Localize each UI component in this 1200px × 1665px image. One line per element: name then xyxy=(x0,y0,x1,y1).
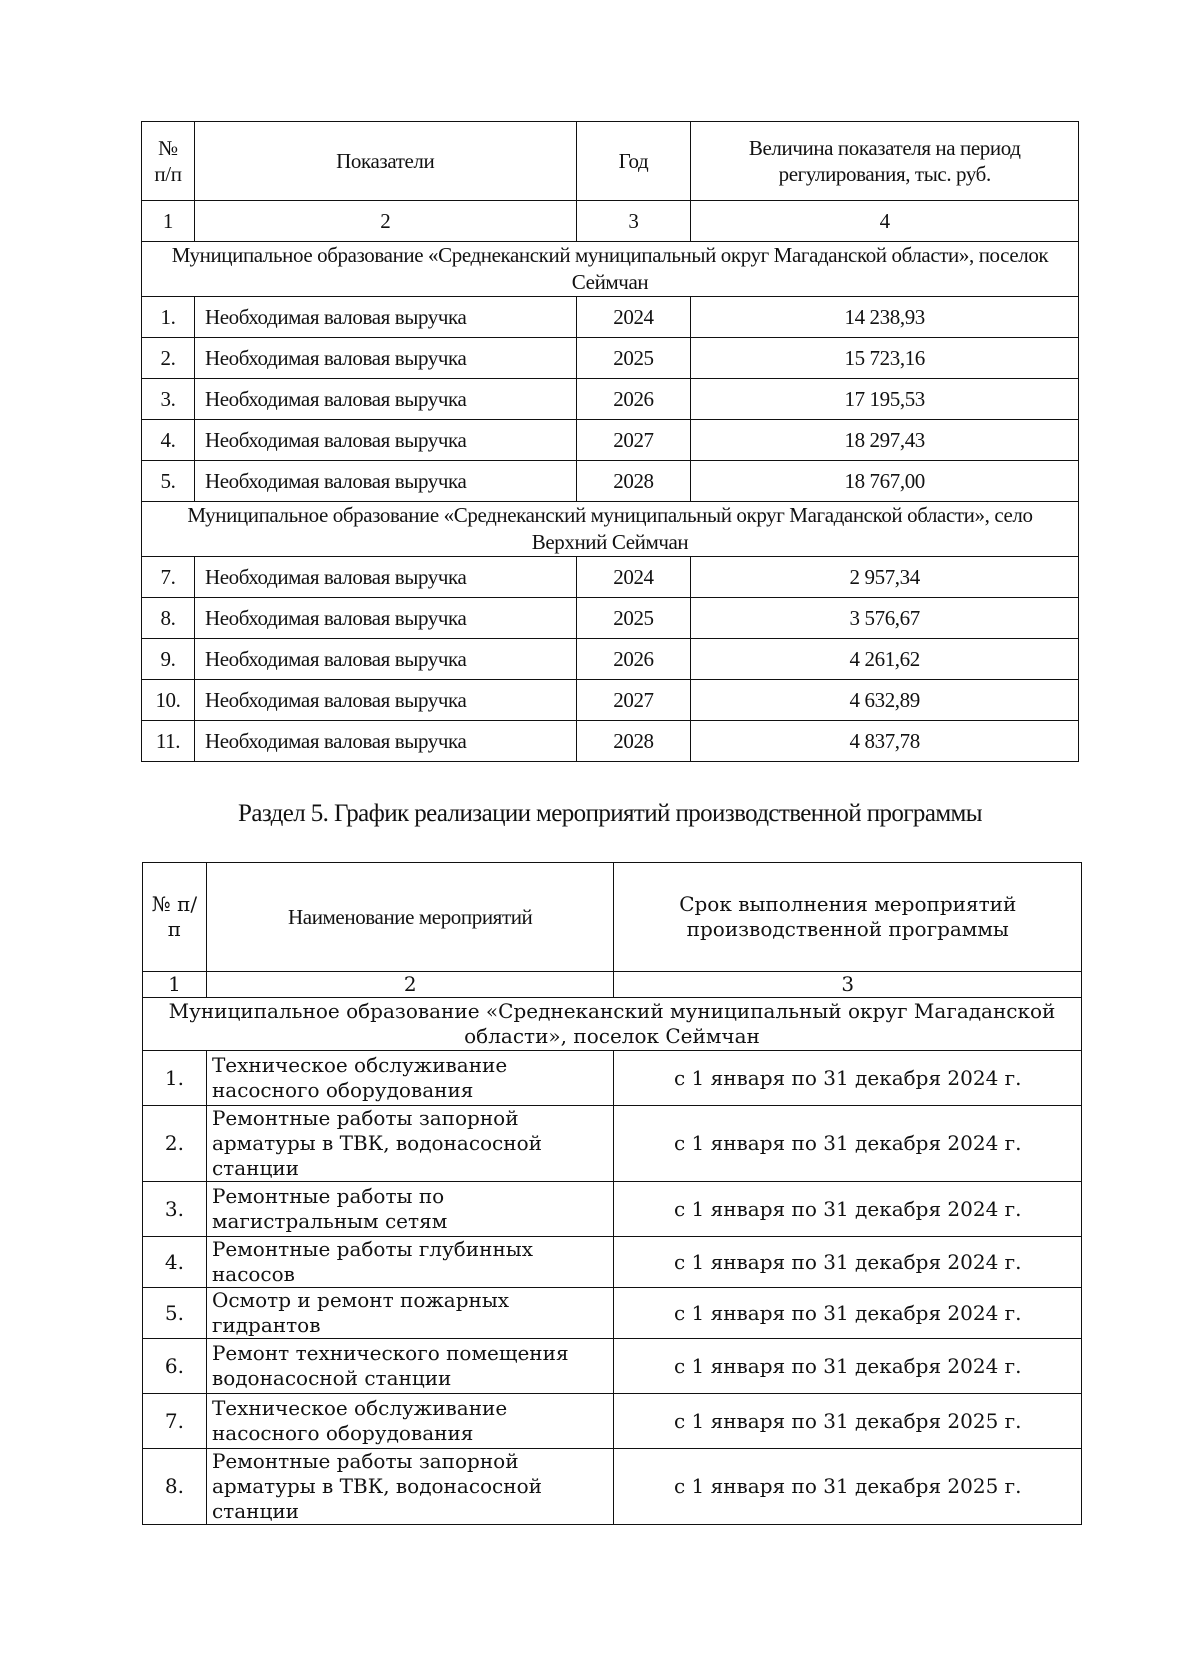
row-year: 2028 xyxy=(576,721,691,762)
row-activity: Ремонтные работы запорной арматуры в ТВК, водонасосной станции xyxy=(206,1106,614,1182)
group-title: Муниципальное образование «Среднеканский муниципальный округ Магаданской области», поселок Сеймчан xyxy=(143,998,1082,1051)
row-value: 4 632,89 xyxy=(691,680,1079,721)
table-row xyxy=(142,721,1079,762)
row-indicator: Необходимая валовая выручка xyxy=(194,297,576,338)
table-row xyxy=(143,1339,1082,1394)
table-row xyxy=(143,1288,1082,1339)
header-year: Год xyxy=(576,122,691,201)
row-activity: Ремонтные работы по магистральным сетям xyxy=(206,1182,614,1237)
table-row xyxy=(142,639,1079,680)
row-activity: Техническое обслуживание насосного оборудования xyxy=(206,1394,614,1449)
row-deadline: с 1 января по 31 декабря 2024 г. xyxy=(614,1237,1082,1288)
row-activity: Осмотр и ремонт пожарных гидрантов xyxy=(206,1288,614,1339)
col-number: 3 xyxy=(576,201,691,242)
row-year: 2028 xyxy=(576,461,691,502)
group-row xyxy=(142,502,1079,557)
row-year: 2024 xyxy=(576,297,691,338)
row-indicator: Необходимая валовая выручка xyxy=(194,557,576,598)
table-row xyxy=(142,557,1079,598)
header-indicator: Показатели xyxy=(194,122,576,201)
row-deadline: с 1 января по 31 декабря 2024 г. xyxy=(614,1051,1082,1106)
row-num: 11. xyxy=(142,721,195,762)
row-num: 1. xyxy=(143,1051,207,1106)
table-row xyxy=(143,1182,1082,1237)
row-deadline: с 1 января по 31 декабря 2025 г. xyxy=(614,1449,1082,1525)
row-year: 2026 xyxy=(576,639,691,680)
row-num: 8. xyxy=(142,598,195,639)
header-num: № п/п xyxy=(142,122,195,201)
header-value: Величина показателя на период регулирования, тыс. руб. xyxy=(691,122,1079,201)
table-header-row xyxy=(142,122,1079,201)
row-num: 5. xyxy=(143,1288,207,1339)
group-title: Муниципальное образование «Среднеканский муниципальный округ Магаданской области», поселок Сеймчан xyxy=(142,242,1079,297)
row-indicator: Необходимая валовая выручка xyxy=(194,420,576,461)
row-num: 6. xyxy=(143,1339,207,1394)
row-num: 3. xyxy=(143,1182,207,1237)
row-num: 7. xyxy=(143,1394,207,1449)
group-row xyxy=(142,242,1079,297)
row-num: 4. xyxy=(143,1237,207,1288)
col-number: 2 xyxy=(206,972,614,998)
header-num: № п/п xyxy=(143,863,207,972)
row-deadline: с 1 января по 31 декабря 2025 г. xyxy=(614,1394,1082,1449)
row-activity: Техническое обслуживание насосного оборудования xyxy=(206,1051,614,1106)
row-indicator: Необходимая валовая выручка xyxy=(194,680,576,721)
row-num: 2. xyxy=(142,338,195,379)
col-number: 1 xyxy=(142,201,195,242)
row-value: 2 957,34 xyxy=(691,557,1079,598)
row-value: 4 837,78 xyxy=(691,721,1079,762)
header-deadline: Срок выполнения мероприятий производственной программы xyxy=(614,863,1082,972)
header-activity: Наименование мероприятий xyxy=(206,863,614,972)
row-num: 2. xyxy=(143,1106,207,1182)
table-row xyxy=(142,598,1079,639)
table-row xyxy=(143,1106,1082,1182)
row-activity: Ремонт технического помещения водонасосной станции xyxy=(206,1339,614,1394)
row-deadline: с 1 января по 31 декабря 2024 г. xyxy=(614,1288,1082,1339)
table-row xyxy=(142,379,1079,420)
row-year: 2025 xyxy=(576,338,691,379)
col-number: 3 xyxy=(614,972,1082,998)
indicators-table xyxy=(141,121,1079,762)
table-row xyxy=(142,420,1079,461)
col-number: 2 xyxy=(194,201,576,242)
col-number: 4 xyxy=(691,201,1079,242)
col-number: 1 xyxy=(143,972,207,998)
group-title: Муниципальное образование «Среднеканский муниципальный округ Магаданской области», село Верхний Сеймчан xyxy=(142,502,1079,557)
table-row xyxy=(143,1394,1082,1449)
row-num: 7. xyxy=(142,557,195,598)
row-year: 2025 xyxy=(576,598,691,639)
row-year: 2027 xyxy=(576,420,691,461)
row-value: 15 723,16 xyxy=(691,338,1079,379)
row-value: 14 238,93 xyxy=(691,297,1079,338)
row-num: 9. xyxy=(142,639,195,680)
table-row xyxy=(142,297,1079,338)
table-header-row xyxy=(143,863,1082,972)
table-row xyxy=(143,1237,1082,1288)
row-activity: Ремонтные работы глубинных насосов xyxy=(206,1237,614,1288)
row-deadline: с 1 января по 31 декабря 2024 г. xyxy=(614,1339,1082,1394)
group-row xyxy=(143,998,1082,1051)
column-number-row xyxy=(142,201,1079,242)
row-year: 2026 xyxy=(576,379,691,420)
row-num: 3. xyxy=(142,379,195,420)
row-value: 18 297,43 xyxy=(691,420,1079,461)
row-indicator: Необходимая валовая выручка xyxy=(194,721,576,762)
row-indicator: Необходимая валовая выручка xyxy=(194,338,576,379)
row-activity: Ремонтные работы запорной арматуры в ТВК, водонасосной станции xyxy=(206,1449,614,1525)
row-year: 2027 xyxy=(576,680,691,721)
row-deadline: с 1 января по 31 декабря 2024 г. xyxy=(614,1182,1082,1237)
row-value: 17 195,53 xyxy=(691,379,1079,420)
row-num: 8. xyxy=(143,1449,207,1525)
row-value: 18 767,00 xyxy=(691,461,1079,502)
section-title: Раздел 5. График реализации мероприятий производственной программы xyxy=(238,800,982,827)
table-row xyxy=(142,338,1079,379)
row-indicator: Необходимая валовая выручка xyxy=(194,461,576,502)
row-num: 5. xyxy=(142,461,195,502)
column-number-row xyxy=(143,972,1082,998)
schedule-table xyxy=(142,862,1082,1525)
row-num: 1. xyxy=(142,297,195,338)
row-indicator: Необходимая валовая выручка xyxy=(194,639,576,680)
row-value: 4 261,62 xyxy=(691,639,1079,680)
table-row xyxy=(143,1051,1082,1106)
row-value: 3 576,67 xyxy=(691,598,1079,639)
table-row xyxy=(143,1449,1082,1525)
row-deadline: с 1 января по 31 декабря 2024 г. xyxy=(614,1106,1082,1182)
row-indicator: Необходимая валовая выручка xyxy=(194,379,576,420)
table-row xyxy=(142,680,1079,721)
row-num: 4. xyxy=(142,420,195,461)
row-indicator: Необходимая валовая выручка xyxy=(194,598,576,639)
row-year: 2024 xyxy=(576,557,691,598)
row-num: 10. xyxy=(142,680,195,721)
table-row xyxy=(142,461,1079,502)
